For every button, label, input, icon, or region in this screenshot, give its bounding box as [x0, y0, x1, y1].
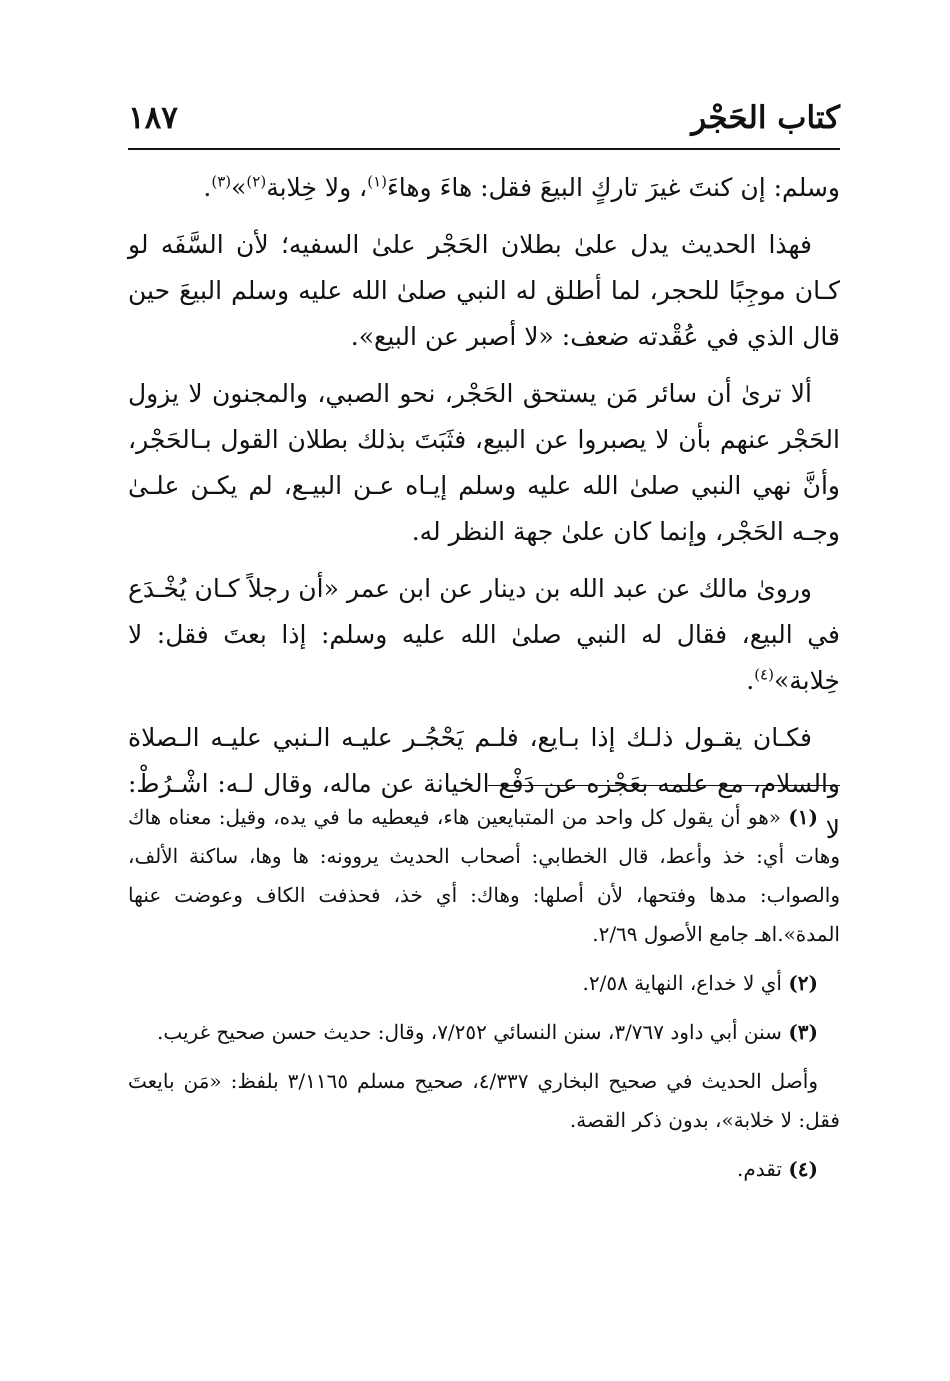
running-title: كتاب الحَجْر — [691, 100, 840, 136]
footnotes — [128, 798, 840, 1199]
footnote-1 — [128, 798, 840, 954]
footnote-ref-2: (٢) — [246, 172, 267, 191]
paragraph-3: ألا ترىٰ أن سائر مَن يستحق الحَجْر، نحو الصبي، والمجنون لا يزول الحَجْر عنهم بأن لا يصبروا عن البيع، فثَبَتَ بذلك بطلان القول بـالحَجْر، وأنَّ نهي النبي صلىٰ الله عليه وسلم إيـاه عـن البيـع، لم يكـن علـىٰ وجـه الحَجْر، وإنما كان علىٰ جهة النظر له. — [128, 379, 840, 546]
paragraph-1-text-d: . — [203, 173, 212, 202]
footnote-number: (١) — [788, 805, 819, 829]
paragraph-1-text-b: ، ولا خِلابة — [266, 173, 368, 202]
footnote-number: (٣) — [788, 1020, 818, 1044]
footnote-4 — [128, 1150, 840, 1189]
paragraph-4-text-a: وروىٰ مالك عن عبد الله بن دينار عن ابن عمر «أن رجلاً كـان يُخْـدَع في البيع، فقال له النبي صلىٰ الله عليه وسلم: إذا بعتَ فقل: لا خِلابة» — [128, 574, 840, 695]
paragraph-1-text-c: » — [231, 173, 247, 202]
footnote-ref-3: (٣) — [211, 172, 232, 191]
paragraph-5: فكـان يقـول ذلـك إذا بـايع، فلـم يَحْجُـر عليـه الـنبي عليـه الـصلاة والسلام، مع علمه بعَجْزه عن دَفْع الخيانة عن ماله، وقال لـه: اشْـرُطْ: لا — [128, 723, 840, 844]
footnote-divider — [488, 785, 840, 786]
paragraph-4 — [128, 566, 840, 704]
page-header — [128, 92, 840, 148]
footnote-3-continuation — [128, 1062, 840, 1140]
footnote-ref-4: (٤) — [754, 665, 774, 684]
page-number: ١٨٧ — [128, 100, 178, 136]
footnote-2 — [128, 964, 840, 1003]
main-text — [128, 165, 840, 864]
footnote-ref-1: (١) — [367, 172, 387, 191]
footnote-number: (٤) — [788, 1157, 818, 1181]
footnote-text: تقدم. — [737, 1157, 782, 1181]
paragraph-1-text-a: وسلم: إن كنتَ غيرَ تاركٍ البيعَ فقل: هاءَ وهاءَ — [387, 173, 840, 202]
paragraph-2: فهذا الحديث يدل علىٰ بطلان الحَجْر علىٰ السفيه؛ لأن السَّفَه لو كـان موجِبًا للحجر، لما أطلق له النبي صلىٰ الله عليه وسلم البيعَ حين قال الذي في عُقْدته ضعف: «لا أصبر عن البيع». — [128, 230, 840, 351]
footnote-3 — [128, 1013, 840, 1052]
paragraph-4-text-b: . — [746, 666, 755, 695]
footnote-number: (٢) — [788, 971, 818, 995]
paragraph-1 — [128, 165, 840, 211]
footnote-text: سنن أبي داود ٣/٧٦٧، سنن النسائي ٧/٢٥٢، وقال: حديث حسن صحيح غريب. — [156, 1020, 782, 1044]
footnote-text: أي لا خداع، النهاية ٢/٥٨. — [582, 971, 782, 995]
footnote-text: «هو أن يقول كل واحد من المتبايعين هاء، فيعطيه ما في يده، وقيل: معناه هاك وهات أي: خذ وأعط، قال الخطابي: أصحاب الحديث يروونه: ها وها، ساكنة الألف، والصواب: مدها وفتحها، لأن أصلها: وهاك: أي خذ، فحذفت الكاف وعوضت عنها المدة».اهـ جامع الأصول ٢/٦٩. — [128, 805, 840, 946]
footnote-text: وأصل الحديث في صحيح البخاري ٤/٣٣٧، صحيح مسلم ٣/١١٦٥ بلفظ: «مَن بايعتَ فقل: لا خلابة»، بدون ذكر القصة. — [128, 1069, 840, 1132]
header-divider — [128, 148, 840, 150]
